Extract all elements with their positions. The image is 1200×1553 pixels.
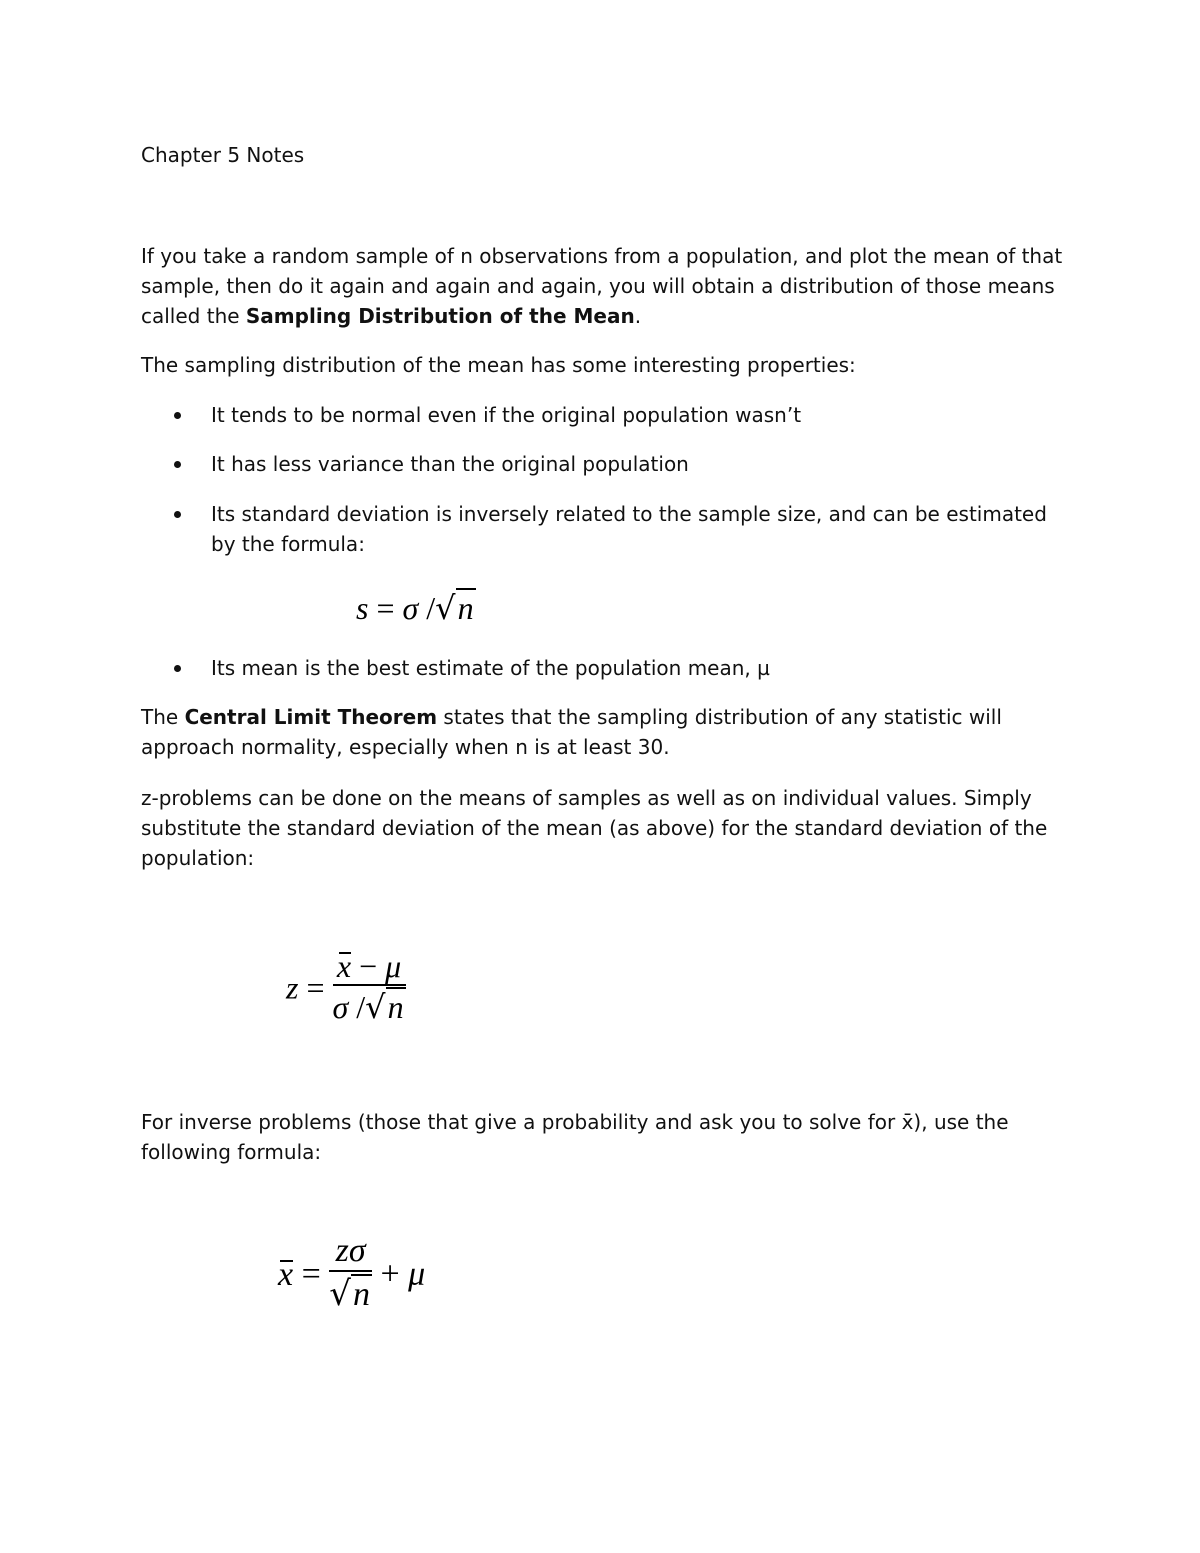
inverse-paragraph	[141, 1107, 1071, 1167]
radical-icon: √	[329, 1274, 351, 1314]
formula-symbol: =	[301, 1255, 321, 1293]
formula-inverse	[278, 1232, 425, 1317]
formula-symbol: n	[387, 989, 404, 1025]
formula-symbol: /	[426, 590, 436, 626]
denominator	[333, 984, 406, 1028]
numerator	[333, 948, 406, 984]
clt-text-1: The	[141, 705, 185, 729]
bullet-icon	[174, 412, 181, 419]
denominator	[329, 1270, 372, 1317]
fraction	[333, 948, 406, 1028]
formula-symbol: z	[335, 1232, 349, 1269]
sqrt-symbol	[365, 986, 405, 1028]
formula-standard-error	[356, 588, 476, 628]
list-item-text: Its mean is the best estimate of the population mean, µ	[211, 656, 770, 680]
intro-term-sampling-distribution: Sampling Distribution of the Mean	[245, 304, 635, 328]
clt-text-2: states that the sampling distribution of any statistic will approach normality, especially when n is at least 30.	[141, 705, 1002, 759]
list-item-text: It tends to be normal even if the original population wasn’t	[211, 403, 802, 427]
formula-symbol: s	[356, 590, 369, 626]
formula-symbol: =	[306, 969, 325, 1006]
intro-text-2: .	[634, 304, 642, 328]
formula-symbol: =	[376, 590, 395, 626]
formula-symbol: z	[286, 969, 299, 1006]
formula-symbol: −	[359, 948, 378, 984]
radical-icon: √	[435, 589, 456, 627]
clt-paragraph	[141, 702, 1071, 762]
xbar-symbol: x	[336, 948, 352, 984]
xbar-symbol: x	[278, 1255, 294, 1293]
formula-z-score	[286, 948, 406, 1028]
fraction	[329, 1232, 372, 1317]
inverse-text-1: For inverse problems (those that give a probability and ask you to solve for	[141, 1110, 902, 1134]
formula-symbol: /	[356, 989, 366, 1025]
z-problems-paragraph: z-problems can be done on the means of samples as well as on individual values. Simply substitute the standard deviation of the mean (as above) for the standard deviation of the population:	[141, 786, 1048, 870]
formula-symbol: n	[457, 590, 474, 626]
sqrt-symbol	[435, 588, 475, 628]
bullet-icon	[174, 665, 181, 672]
bullet-icon	[174, 511, 181, 518]
radical-icon: √	[365, 988, 386, 1026]
sqrt-symbol	[329, 1272, 372, 1317]
formula-symbol: σ	[348, 1232, 366, 1269]
intro-text-1: If you take a random sample of n observations from a population, and plot the mean of that sample, then do it again and again and again, you will obtain a distribution of those means called the	[141, 244, 1063, 328]
list-item-text: Its standard deviation is inversely related to the sample size, and can be estimated by the formula:	[211, 502, 1047, 556]
formula-symbol: μ	[408, 1255, 426, 1293]
page-title: Chapter 5 Notes	[141, 143, 305, 167]
bullet-icon	[174, 461, 181, 468]
formula-symbol: +	[380, 1255, 400, 1293]
formula-symbol: σ	[332, 989, 349, 1025]
clt-term: Central Limit Theorem	[184, 705, 438, 729]
formula-symbol: μ	[385, 948, 402, 984]
numerator	[329, 1232, 372, 1270]
inverse-text-2: ), use the following formula:	[141, 1110, 1009, 1164]
list-item-text: It has less variance than the original population	[211, 452, 689, 476]
inverse-xbar: x̄	[901, 1110, 914, 1134]
intro-paragraph	[141, 241, 1071, 331]
properties-lead: The sampling distribution of the mean has some interesting properties:	[141, 353, 856, 377]
formula-symbol: n	[352, 1276, 370, 1313]
formula-symbol: σ	[402, 590, 419, 626]
